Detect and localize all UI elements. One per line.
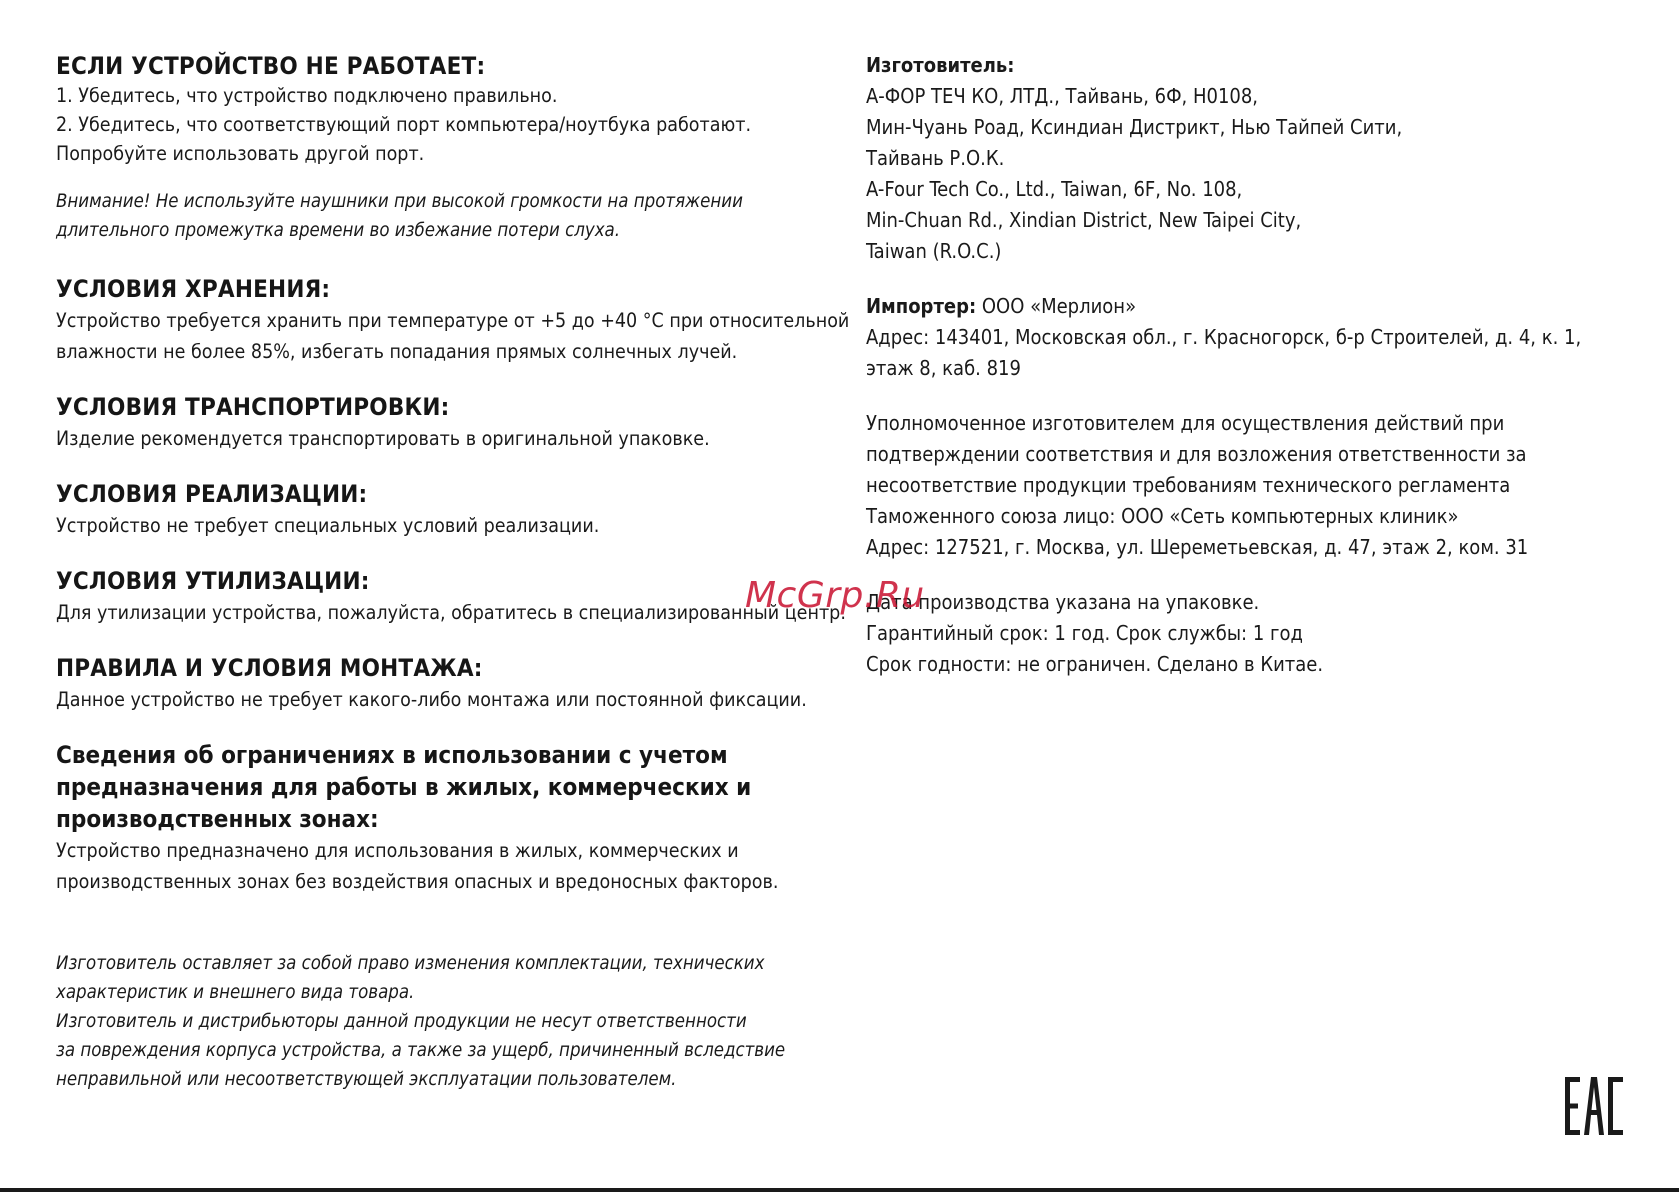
- importer-label: Импортер:: [866, 294, 977, 318]
- heading-transport: УСЛОВИЯ ТРАНСПОРТИРОВКИ:: [56, 393, 450, 421]
- manufacturer-label: Изготовитель:: [866, 53, 1015, 77]
- section-restrictions: [56, 739, 856, 897]
- heading-storage: УСЛОВИЯ ХРАНЕНИЯ:: [56, 275, 331, 303]
- disclaimer-line: Изготовитель и дистрибьюторы данной продукции не несут ответственности: [56, 1011, 747, 1032]
- section-disposal: [56, 565, 856, 628]
- text-line: Таможенного союза лицо: ООО «Сеть компьютерных клиник»: [866, 504, 1459, 528]
- watermark: McGrp.Ru: [745, 575, 925, 616]
- warning-note: [56, 187, 856, 245]
- text-line: Для утилизации устройства, пожалуйста, обратитесь в специализированный центр.: [56, 601, 846, 624]
- text-line: Попробуйте использовать другой порт.: [56, 142, 425, 165]
- text-line: 1. Убедитесь, что устройство подключено правильно.: [56, 84, 558, 107]
- text-line: Taiwan (R.O.C.): [866, 239, 1002, 263]
- bottom-rule: [0, 1188, 1679, 1192]
- dates-block: [866, 587, 1656, 680]
- text-line: Устройство не требует специальных условий реализации.: [56, 514, 600, 537]
- authorized-block: [866, 408, 1656, 563]
- manufacturer-block: [866, 50, 1656, 267]
- left-column: [56, 48, 856, 1094]
- importer-title: [866, 291, 1656, 322]
- disclaimer-line: за повреждения корпуса устройства, а также за ущерб, причиненный вследствие: [56, 1040, 786, 1061]
- text-line: Изделие рекомендуется транспортировать в оригинальной упаковке.: [56, 427, 710, 450]
- text-line: Данное устройство не требует какого-либо монтажа или постоянной фиксации.: [56, 688, 807, 711]
- disclaimer: [56, 949, 856, 1094]
- heading-restrictions-line: Сведения об ограничениях в использовании с учетом: [56, 741, 728, 769]
- heading-restrictions-line: производственных зонах:: [56, 805, 379, 833]
- heading-disposal: УСЛОВИЯ УТИЛИЗАЦИИ:: [56, 567, 370, 595]
- importer-block: [866, 291, 1656, 384]
- section-sale: [56, 478, 856, 541]
- text-line: Дата производства указана на упаковке.: [866, 590, 1260, 614]
- section-mounting: [56, 652, 856, 715]
- text-line: подтверждении соответствия и для возложения ответственности за: [866, 442, 1527, 466]
- text-line: Уполномоченное изготовителем для осуществления действий при: [866, 411, 1505, 435]
- disclaimer-line: Изготовитель оставляет за собой право изменения комплектации, технических: [56, 953, 765, 974]
- text-line: Тайвань Р.О.К.: [866, 146, 1005, 170]
- heading-mounting: ПРАВИЛА И УСЛОВИЯ МОНТАЖА:: [56, 654, 483, 682]
- text-line: Адрес: 127521, г. Москва, ул. Шереметьевская, д. 47, этаж 2, ком. 31: [866, 535, 1529, 559]
- disclaimer-line: характеристик и внешнего вида товара.: [56, 982, 415, 1003]
- warning-line: Внимание! Не используйте наушники при высокой громкости на протяжении: [56, 191, 743, 212]
- eac-certification-icon: [1565, 1077, 1623, 1135]
- text-line: производственных зонах без воздействия опасных и вредоносных факторов.: [56, 870, 779, 893]
- warning-line: длительного промежутка времени во избежание потери слуха.: [56, 220, 621, 241]
- text-line: Min-Chuan Rd., Xindian District, New Taipei City,: [866, 208, 1302, 232]
- section-not-working: [56, 50, 856, 169]
- text-line: несоответствие продукции требованиям технического регламента: [866, 473, 1511, 497]
- text-line: Мин-Чуань Роад, Ксиндиан Дистрикт, Нью Тайпей Сити,: [866, 115, 1403, 139]
- text-line: Срок годности: не ограничен. Сделано в Китае.: [866, 652, 1324, 676]
- text-line: Устройство требуется хранить при температуре от +5 до +40 °С при относительной: [56, 309, 850, 332]
- section-transport: [56, 391, 856, 454]
- text-line: Устройство предназначено для использования в жилых, коммерческих и: [56, 839, 739, 862]
- right-column: [866, 50, 1656, 680]
- text-line: влажности не более 85%, избегать попадания прямых солнечных лучей.: [56, 340, 738, 363]
- text-line: Гарантийный срок: 1 год. Срок службы: 1 год: [866, 621, 1303, 645]
- heading-not-working: ЕСЛИ УСТРОЙСТВО НЕ РАБОТАЕТ:: [56, 52, 486, 80]
- disclaimer-line: неправильной или несоответствующей эксплуатации пользователем.: [56, 1069, 677, 1090]
- importer-name: ООО «Мерлион»: [976, 294, 1137, 318]
- text-line: А-ФОР ТЕЧ КО, ЛТД., Тайвань, 6Ф, Н0108,: [866, 84, 1259, 108]
- text-line: этаж 8, каб. 819: [866, 356, 1021, 380]
- heading-restrictions-line: предназначения для работы в жилых, коммерческих и: [56, 773, 752, 801]
- heading-sale: УСЛОВИЯ РЕАЛИЗАЦИИ:: [56, 480, 368, 508]
- section-storage: [56, 273, 856, 367]
- text-line: Адрес: 143401, Московская обл., г. Красногорск, б-р Строителей, д. 4, к. 1,: [866, 325, 1582, 349]
- text-line: 2. Убедитесь, что соответствующий порт компьютера/ноутбука работают.: [56, 113, 752, 136]
- text-line: A-Four Tech Co., Ltd., Taiwan, 6F, No. 108,: [866, 177, 1243, 201]
